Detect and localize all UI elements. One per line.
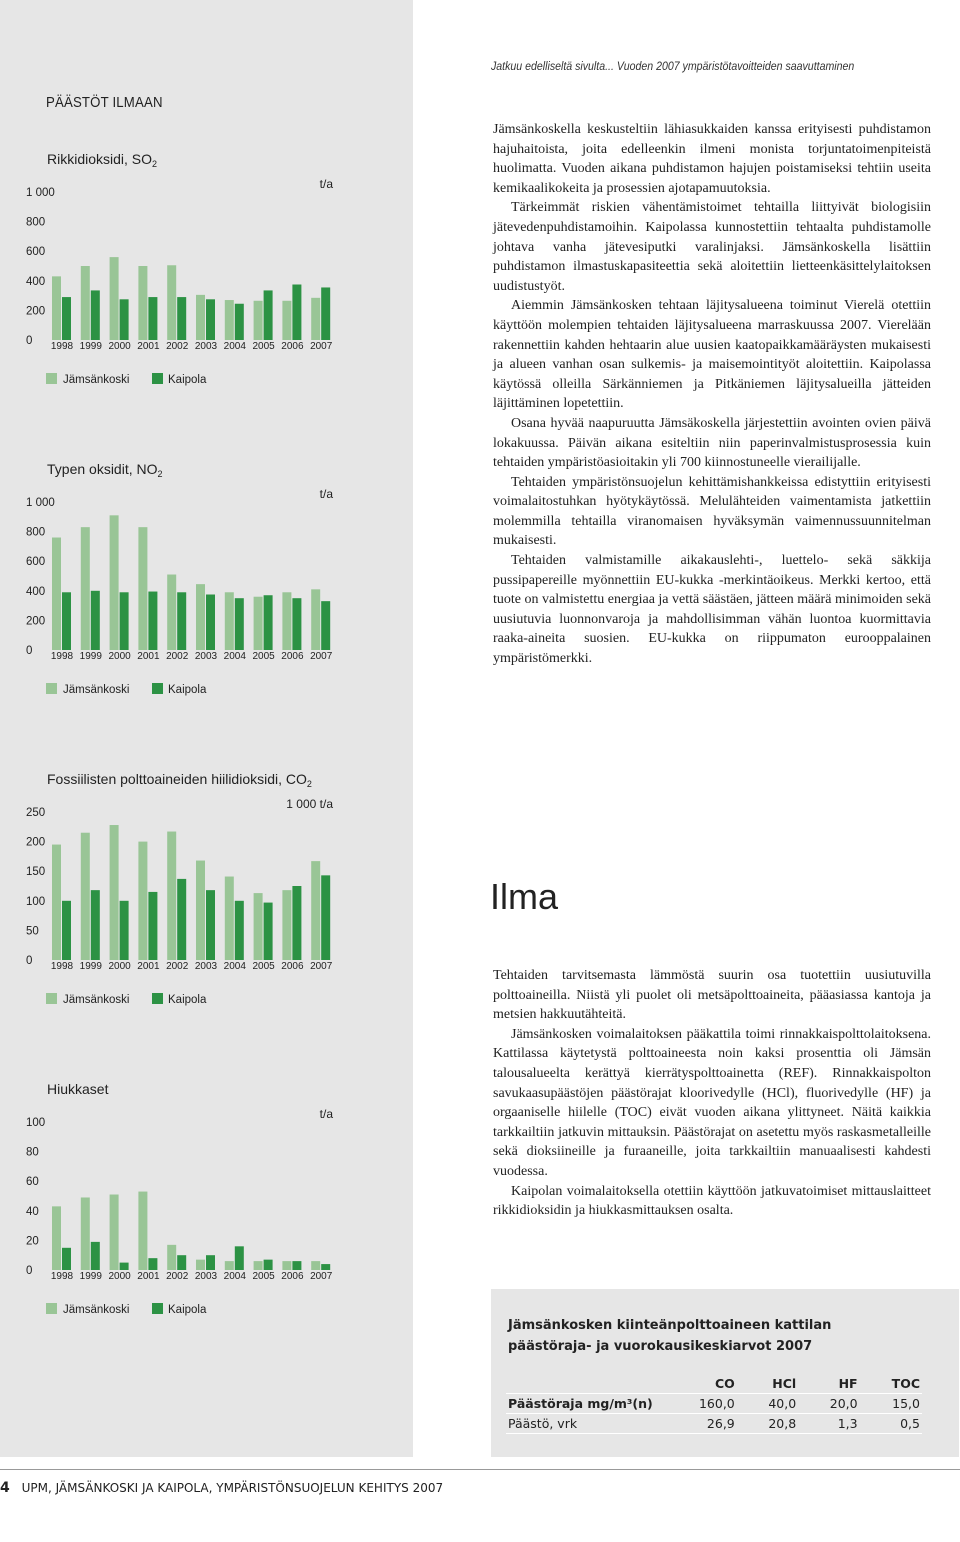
bar-jamsankoski [138,266,147,340]
emission-table-box [491,1289,959,1457]
bar-kaipola [91,591,100,650]
x-tick-label: 1999 [79,961,102,972]
chart-unit: t/a [319,487,333,501]
y-tick-label: 100 [26,895,46,908]
x-tick-label: 2005 [252,961,275,972]
bar-jamsankoski [81,527,90,650]
legend-label-jamsankoski: Jämsänkoski [63,1304,130,1316]
continuation-note: Jatkuu edelliseltä sivulta... Vuoden 2007 ympäristötavoitteiden saavuttaminen [491,61,855,73]
bar-jamsankoski [110,515,119,650]
bar-kaipola [292,886,301,960]
x-tick-label: 2007 [310,651,333,662]
legend-swatch-kaipola [152,683,163,694]
bar-jamsankoski [196,584,205,650]
bar-kaipola [148,1258,157,1270]
bar-jamsankoski [254,301,263,340]
bar-jamsankoski [81,833,90,960]
bar-jamsankoski [311,1261,320,1270]
y-tick-label: 400 [26,275,46,288]
legend-label-jamsankoski: Jämsänkoski [63,684,130,696]
y-tick-label: 50 [26,925,39,938]
x-tick-label: 2000 [108,651,131,662]
legend-label-kaipola: Kaipola [168,374,207,386]
table-cell: 40,0 [737,1394,798,1414]
bar-jamsankoski [52,276,61,340]
body-paragraph: Jämsänkoskella keskusteltiin lähiasukkaiden kanssa erityisesti puhdistamon hajuhaitoista, joita edelleenkin ilmeni monista torjuntatoimenpiteistä huolimatta. Vuoden aikana puhdistamon hajujen poistamiseksi tehtiin useita kemikaalikokeita ja prosessien ajotapamuutoksia. [493,122,931,196]
y-tick-label: 200 [26,305,46,318]
y-tick-label: 20 [26,1235,39,1248]
chart-particles-svg [0,1070,413,1330]
bar-jamsankoski [225,300,234,340]
bar-jamsankoski [254,1261,263,1270]
chart-title: Rikkidioksidi, $SO_2$ [47,151,158,169]
bar-jamsankoski [225,877,234,960]
y-tick-label: 1 000 [26,187,55,199]
bar-jamsankoski [167,832,176,960]
x-tick-label: 1999 [79,1271,102,1282]
bar-jamsankoski [81,1197,90,1270]
bar-jamsankoski [110,825,119,960]
y-tick-label: 600 [26,246,46,259]
bar-kaipola [235,1246,244,1270]
legend-label-kaipola: Kaipola [168,684,207,696]
bar-jamsankoski [311,298,320,340]
legend-swatch-jamsankoski [46,993,57,1004]
bar-kaipola [177,879,186,960]
chart-title-subscript: 2 [157,469,163,479]
bar-kaipola [264,290,273,340]
bar-kaipola [120,1263,129,1270]
x-tick-label: 2007 [310,961,333,972]
bar-kaipola [120,299,129,340]
x-tick-label: 2001 [137,341,160,352]
emission-table [506,1374,922,1434]
legend-label-kaipola: Kaipola [168,994,207,1006]
x-tick-label: 1998 [50,961,74,972]
bar-jamsankoski [52,538,61,650]
bar-jamsankoski [225,1261,234,1270]
bar-kaipola [120,901,129,960]
x-tick-label: 2003 [194,651,218,662]
bar-kaipola [292,598,301,650]
chart-unit: t/a [319,1107,333,1121]
page-number: 4 [0,1480,10,1496]
body-paragraph: Tehtaiden tarvitsemasta lämmöstä suurin osa tuotettiin uusiutuvilla polttoaineilla. Niistä yli puolet oli metsäpolttoaineita, pääasiassa kantoja ja metsien hakkuutähteitä. [493,968,931,1023]
bar-kaipola [264,903,273,960]
x-tick-label: 2002 [166,341,189,352]
x-tick-label: 2005 [252,1271,275,1282]
bar-jamsankoski [81,266,90,340]
legend-swatch-jamsankoski [46,1303,57,1314]
table-cell: 1,3 [798,1414,859,1434]
table-cell: Päästöraja mg/m³(n) [506,1394,660,1414]
bar-kaipola [264,595,273,650]
legend-swatch-kaipola [152,993,163,1004]
chart-unit: t/a [319,177,333,191]
x-tick-label: 2000 [108,1271,131,1282]
section-title: PÄÄSTÖT ILMAAN [46,94,163,111]
chart-so2-svg [0,140,413,400]
bar-jamsankoski [138,1192,147,1270]
y-tick-label: 0 [26,1265,33,1277]
bar-kaipola [264,1260,273,1270]
bar-kaipola [292,285,301,341]
bar-kaipola [148,297,157,340]
table-cell: 20,0 [798,1394,859,1414]
y-tick-label: 800 [26,216,46,229]
y-tick-label: 250 [26,807,46,819]
chart-particles [0,1070,413,1330]
table-cell: 20,8 [737,1414,798,1434]
legend-swatch-jamsankoski [46,683,57,694]
bar-kaipola [206,1255,215,1270]
x-tick-label: 2007 [310,1271,333,1282]
bar-kaipola [235,304,244,340]
bar-kaipola [321,601,330,650]
bar-jamsankoski [138,527,147,650]
bar-kaipola [206,890,215,960]
bar-jamsankoski [52,845,61,960]
legend-label-jamsankoski: Jämsänkoski [63,994,130,1006]
x-tick-label: 2001 [137,651,160,662]
x-tick-label: 2000 [108,341,131,352]
bar-jamsankoski [110,257,119,340]
bar-kaipola [177,1255,186,1270]
bar-kaipola [91,1242,100,1270]
chart-co2 [0,760,413,1020]
y-tick-label: 0 [26,955,33,967]
x-tick-label: 2005 [252,341,275,352]
y-tick-label: 60 [26,1176,39,1189]
bar-jamsankoski [196,295,205,340]
bar-kaipola [321,875,330,960]
bar-kaipola [235,901,244,960]
body-column-1 [493,120,931,669]
page-footer [0,1480,443,1496]
x-tick-label: 2006 [281,651,304,662]
x-tick-label: 2002 [166,1271,189,1282]
bar-kaipola [148,892,157,960]
section-heading: Ilma [490,876,559,917]
bar-jamsankoski [282,592,291,650]
x-tick-label: 2004 [223,341,246,352]
x-tick-label: 2006 [281,341,304,352]
y-tick-label: 40 [26,1205,39,1218]
bar-jamsankoski [311,589,320,650]
bar-kaipola [321,287,330,340]
footer-text: UPM, JÄMSÄNKOSKI JA KAIPOLA, YMPÄRISTÖNSUOJELUN KEHITYS 2007 [21,1481,444,1495]
y-tick-label: 200 [26,615,46,628]
bar-kaipola [235,598,244,650]
bar-kaipola [321,1264,330,1270]
x-tick-label: 1998 [50,651,74,662]
chart-so2 [0,140,413,400]
x-tick-label: 2004 [223,961,246,972]
footer-divider [0,1469,960,1470]
x-tick-label: 2003 [194,341,218,352]
bar-jamsankoski [196,1260,205,1270]
bar-kaipola [91,890,100,960]
bar-jamsankoski [282,301,291,340]
bar-jamsankoski [196,861,205,960]
legend-label-kaipola: Kaipola [168,1304,207,1316]
chart-title: Fossiilisten polttoaineiden hiilidioksidi, $CO_2$ [47,771,312,789]
bar-kaipola [91,290,100,340]
bar-kaipola [206,299,215,340]
chart-unit: 1 000 t/a [286,797,333,811]
bar-jamsankoski [167,1245,176,1270]
table-row [506,1394,922,1414]
bar-kaipola [120,592,129,650]
x-tick-label: 2004 [223,651,246,662]
body-paragraph: Tärkeimmät riskien vähentämistoimet tehtailla liittyivät biologisiin jätevedenpuhdistamoihin. Kaipolassa kunnostettiin tehtaalta puhdistamolle johtava vanha jätevesiputki varalinjaksi. Jämsänkoskella lisättiin puhdistamon ilmastuskapasiteettia sekä aloitettiin lietteenkäsittelylaitoksen uudistustyöt. [493,200,931,294]
bar-jamsankoski [311,861,320,960]
chart-co2-svg [0,760,413,1020]
legend-swatch-jamsankoski [46,373,57,384]
x-tick-label: 1998 [50,341,74,352]
body-paragraph: Tehtaiden valmistamille aikakauslehti-, luettelo- sekä säkkija pussipapereille myönnettiin EU-kukka -merkintäoikeus. Merkki kertoo, että tuote on valmistettu energiaa ja vettä säästäen, jätteen määrä minimoiden sekä uusiutuvia luonnonvaroja ja mahdollisimman vähän luontoa kuormittavia raaka-aineita suosien. EU-kukka on riippumaton eurooppalainen ympäristömerkki. [493,553,931,667]
bar-kaipola [177,592,186,650]
table-cell: 160,0 [660,1394,737,1414]
bar-kaipola [177,297,186,340]
body-paragraph: Aiemmin Jämsänkosken tehtaan läjitysalueena toiminut Vierelä otettiin käyttöön molempien tehtaiden läjitysalueena marraskuussa 2007. Vierelään rakennettiin kahden hehtaarin alue uusien kaatopaikkamääräysten mukaisesti ja alueen vanhan osan sulkemis- ja maisemointityöt aloitettiin. Kaipolassa käytössä olleilla Särkänniemen ja Pitkäniemen läjitysalueilla jätteiden läjittäminen lopetettiin. [493,298,931,412]
bar-kaipola [148,592,157,650]
y-tick-label: 150 [26,866,46,879]
bar-kaipola [62,592,71,650]
table-cell: Päästö, vrk [506,1414,660,1434]
table-cell: 0,5 [860,1414,922,1434]
chart-title-subscript: 2 [152,159,158,169]
x-tick-label: 2003 [194,961,218,972]
y-tick-label: 400 [26,585,46,598]
bar-jamsankoski [110,1195,119,1270]
table-cell: 15,0 [860,1394,922,1414]
table-header-row [506,1374,922,1394]
x-tick-label: 2004 [223,1271,246,1282]
y-tick-label: 0 [26,335,33,347]
x-tick-label: 2006 [281,961,304,972]
bar-kaipola [292,1261,301,1270]
table-header [506,1374,660,1394]
bar-jamsankoski [282,1261,291,1270]
bar-jamsankoski [52,1206,61,1270]
chart-title-subscript: 2 [306,779,312,789]
x-tick-label: 1999 [79,341,102,352]
table-header: HF [798,1374,859,1394]
bar-kaipola [62,901,71,960]
x-tick-label: 2005 [252,651,275,662]
bar-jamsankoski [138,842,147,960]
x-tick-label: 2007 [310,341,333,352]
bar-jamsankoski [282,890,291,960]
legend-swatch-kaipola [152,1303,163,1314]
bar-jamsankoski [254,893,263,960]
x-tick-label: 2002 [166,651,189,662]
x-tick-label: 2000 [108,961,131,972]
table-header: CO [660,1374,737,1394]
bar-jamsankoski [225,592,234,650]
bar-kaipola [62,1248,71,1270]
chart-nox [0,450,413,710]
body-paragraph: Kaipolan voimalaitoksella otettiin käyttöön jatkuvatoimiset mittauslaitteet rikkidioksidin ja hiukkasmittauksen osalta. [493,1183,931,1219]
x-tick-label: 1999 [79,651,102,662]
body-paragraph: Tehtaiden ympäristönsuojelun kehittämishankkeissa edistyttiin erityisesti voimalaitostuhkan hyötykäytössä. Melulähteiden vaimentamista jatkettiin molemmilla tehtailla viranomaisen hyväksymän vaimennussuunnitelman mukaisesti. [493,474,931,549]
x-tick-label: 2001 [137,961,160,972]
x-tick-label: 2003 [194,1271,218,1282]
x-tick-label: 1998 [50,1271,74,1282]
table-cell: 26,9 [660,1414,737,1434]
body-paragraph: Osana hyvää naapuruutta Jämsäkoskella järjestettiin avointen ovien päivä lokakuussa. Päivän aikana esiteltiin niin paperinvalmistusprosessia kuin tehtaiden ympäristöasioitakin yli 700 kiinnostuneelle vierailijalle. [493,415,931,471]
y-tick-label: 0 [26,645,33,657]
y-tick-label: 600 [26,556,46,569]
bar-jamsankoski [167,265,176,340]
table-header: HCl [737,1374,798,1394]
body-column-2 [493,966,931,1221]
bar-jamsankoski [167,575,176,650]
body-paragraph: Jämsänkosken voimalaitoksen pääkattila toimi rinnakkaispolttolaitoksena. Kattilassa käytetystä polttoaineesta noin kaksi prosenttia oli Jämsän talousalueelta kerättyä kierrätyspolttoainetta (REF). Rinnakkaispolton savukaasupäästöjen päästörajat kloorivedylle (HCl), fluorivedylle (HF) ja orgaaniselle hiilelle (TOC) eivät vuoden aikana ylittyneet. Näitä kaikkia tarkkailtiin jatkuvin mittauksin. Päästörajat on asetettu myös raskasmetalleille sekä dioksiineille ja furaaneille, joita tarkkailtiin manuaalisesti kahdesti vuodessa. [493,1026,931,1179]
bar-kaipola [206,595,215,651]
bar-jamsankoski [254,597,263,650]
legend-label-jamsankoski: Jämsänkoski [63,374,130,386]
x-tick-label: 2001 [137,1271,160,1282]
y-tick-label: 800 [26,526,46,539]
chart-title: Typen oksidit, $NO_2$ [47,461,163,479]
table-row [506,1414,922,1434]
bar-kaipola [62,297,71,340]
y-tick-label: 1 000 [26,497,55,509]
y-tick-label: 80 [26,1146,39,1159]
chart-title: Hiukkaset [47,1081,109,1097]
x-tick-label: 2006 [281,1271,304,1282]
table-header: TOC [860,1374,922,1394]
y-tick-label: 100 [26,1117,46,1129]
x-tick-label: 2002 [166,961,189,972]
table-title: Jämsänkosken kiinteänpolttoaineen kattilan päästöraja- ja vuorokausikeskiarvot 2007 [508,1318,832,1354]
legend-swatch-kaipola [152,373,163,384]
chart-nox-svg [0,450,413,710]
y-tick-label: 200 [26,836,46,849]
